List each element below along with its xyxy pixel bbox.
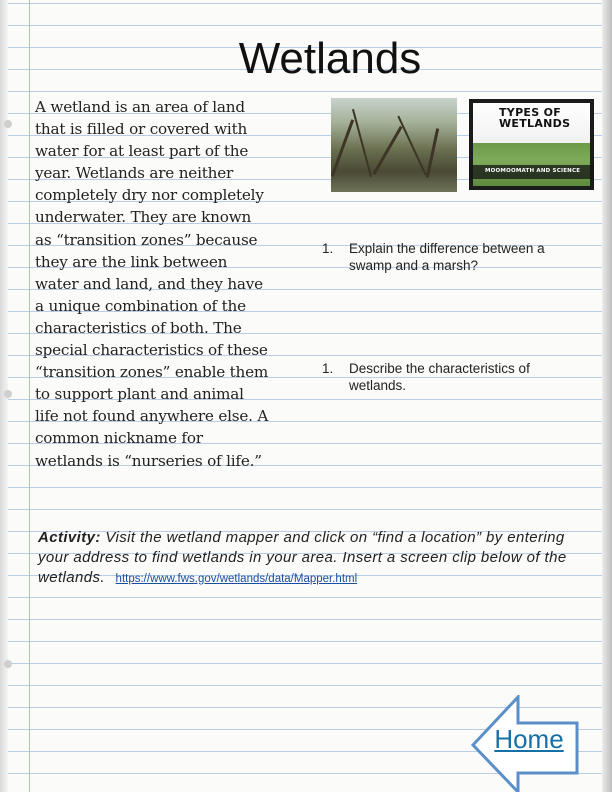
home-label: Home bbox=[494, 724, 564, 754]
types-of-wetlands-heading: TYPES OF WETLANDS bbox=[499, 106, 571, 130]
question-text: Describe the characteristics of wetlands. bbox=[349, 361, 530, 393]
activity-text: Visit the wetland mapper and click on “find a location” by entering your address to find wetlands in your area. Insert a screen clip below of the wetlands. bbox=[38, 529, 567, 586]
activity-instructions bbox=[38, 528, 568, 589]
activity-label: Activity: bbox=[38, 529, 101, 546]
swamp-photo bbox=[331, 98, 457, 192]
wetland-mapper-link[interactable]: https://www.fws.gov/wetlands/data/Mapper.html bbox=[115, 573, 358, 585]
page-title: Wetlands bbox=[238, 34, 422, 83]
types-image-caption: MOOMOOMATH AND SCIENCE bbox=[485, 168, 581, 174]
question-text: Explain the difference between a swamp and a marsh? bbox=[349, 241, 545, 273]
types-of-wetlands-image bbox=[469, 99, 594, 190]
binder-hole bbox=[4, 660, 12, 668]
page-right-edge bbox=[602, 0, 612, 792]
question-number: 1. bbox=[322, 241, 334, 256]
wetland-definition-paragraph: A wetland is an area of land that is filled or covered with water for at least part of the year. Wetlands are neither completely dry nor completely underwater. They are known as “transition zones” because they are the link between water and land, and they have a unique combination of the characteristics of both. The special characteristics of these “transition zones” enable them to support plant and animal life not found anywhere else. A common nickname for wetlands is “nurseries of life.” bbox=[35, 98, 269, 470]
home-button[interactable] bbox=[470, 695, 580, 792]
question-item bbox=[322, 360, 582, 394]
binder-hole bbox=[4, 120, 12, 128]
question-item bbox=[322, 240, 582, 274]
binder-hole bbox=[4, 390, 12, 398]
question-number: 1. bbox=[322, 361, 334, 376]
